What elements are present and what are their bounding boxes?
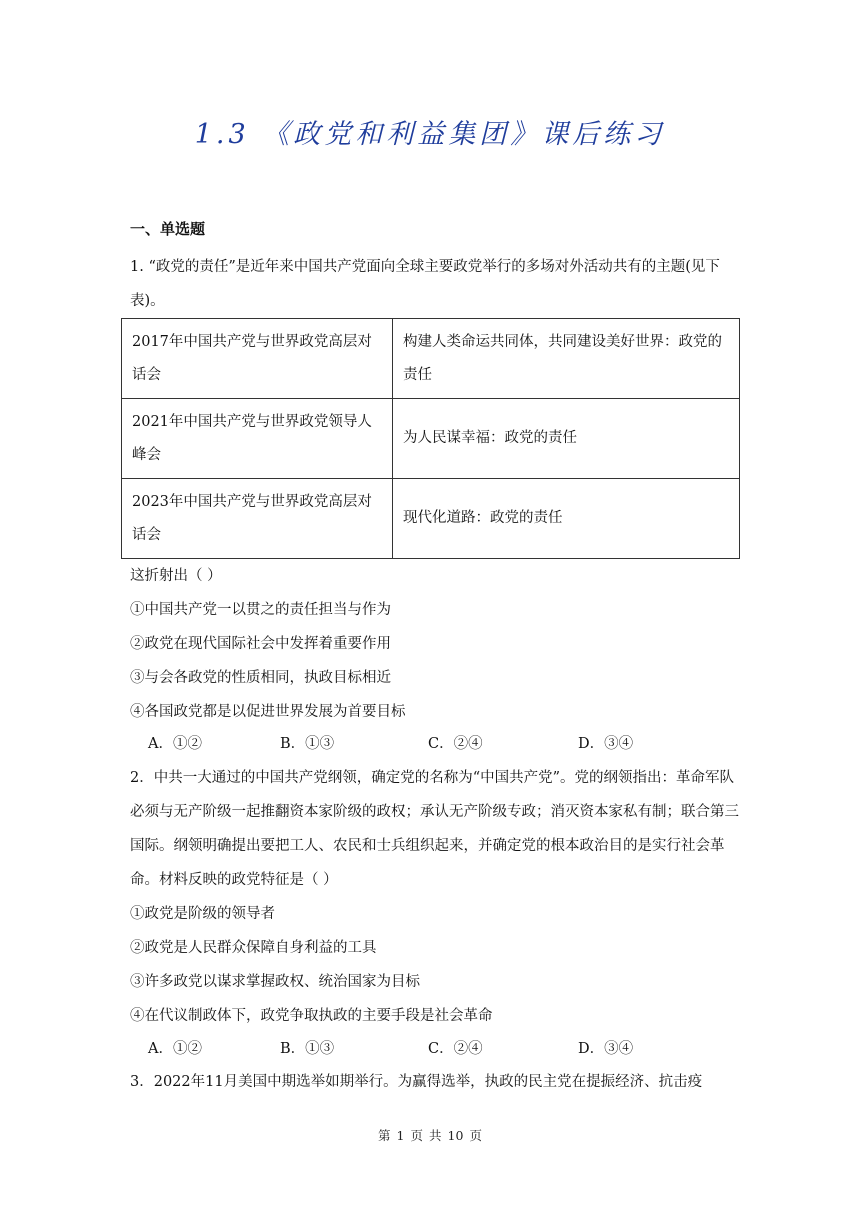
question-2-stem: 2．中共一大通过的中国共产党纲领，确定党的名称为“中国共产党”。党的纲领指出：革命军队必须与无产阶级一起推翻资本家阶级的政权；承认无产阶级专政；消灭资本家私有制；联合第三国际。纲领明确提出要把工人、农民和士兵组织起来，并确定党的根本政治目的是实行社会革命。材料反映的政党特征是（ ） — [130, 770, 739, 888]
option-b[interactable]: B．①③ — [280, 1041, 335, 1057]
page-footer — [0, 1126, 860, 1144]
theme-table — [121, 318, 740, 559]
page-total: 10 — [447, 1128, 464, 1143]
question-3-stem: 3．2022年11月美国中期选举如期举行。为赢得选举，执政的民主党在提振经济、抗击疫 — [130, 1074, 703, 1090]
option-d[interactable]: D．③④ — [578, 736, 634, 752]
table-cell-event: 2017年中国共产党与世界政党高层对话会 — [122, 319, 393, 399]
question-2-item-4: ④在代议制政体下，政党争取执政的主要手段是社会革命 — [130, 1008, 493, 1024]
table-row — [122, 479, 740, 559]
question-2-item-2: ②政党是人民群众保障自身利益的工具 — [130, 940, 377, 956]
table-cell-event: 2023年中国共产党与世界政党高层对话会 — [122, 479, 393, 559]
option-c[interactable]: C．②④ — [428, 1041, 483, 1057]
footer-text: 页 — [410, 1128, 424, 1143]
question-2-item-3: ③许多政党以谋求掌握政权、统治国家为目标 — [130, 974, 420, 990]
question-1-lead: 这折射出（ ） — [130, 568, 222, 584]
option-a[interactable]: A．①② — [148, 736, 202, 752]
question-2-item-1: ①政党是阶级的领导者 — [130, 906, 275, 922]
question-1-stem: 1. “政党的责任”是近年来中国共产党面向全球主要政党举行的多场对外活动共有的主题(见下表)。 — [130, 259, 720, 309]
table-cell-event: 2021年中国共产党与世界政党领导人峰会 — [122, 399, 393, 479]
option-b[interactable]: B．①③ — [280, 736, 335, 752]
option-a[interactable]: A．①② — [148, 1041, 202, 1057]
table-cell-theme: 构建人类命运共同体，共同建设美好世界：政党的责任 — [393, 319, 740, 399]
question-1-item-3: ③与会各政党的性质相同，执政目标相近 — [130, 670, 391, 686]
footer-text: 共 — [429, 1128, 442, 1143]
question-1-item-2: ②政党在现代国际社会中发挥着重要作用 — [130, 636, 391, 652]
option-d[interactable]: D．③④ — [578, 1041, 634, 1057]
question-1-item-4: ④各国政党都是以促进世界发展为首要目标 — [130, 704, 406, 720]
table-row — [122, 319, 740, 399]
table-row — [122, 399, 740, 479]
footer-text: 第 — [378, 1128, 391, 1143]
table-cell-theme: 现代化道路：政党的责任 — [393, 479, 740, 559]
page-number: 1 — [396, 1128, 405, 1143]
option-c[interactable]: C．②④ — [428, 736, 483, 752]
page-title: 1.3 《政党和利益集团》课后练习 — [194, 119, 666, 150]
section-heading: 一、单选题 — [130, 220, 206, 238]
footer-text: 页 — [469, 1128, 482, 1143]
table-cell-theme: 为人民谋幸福：政党的责任 — [393, 399, 740, 479]
question-1-item-1: ①中国共产党一以贯之的责任担当与作为 — [130, 602, 391, 618]
